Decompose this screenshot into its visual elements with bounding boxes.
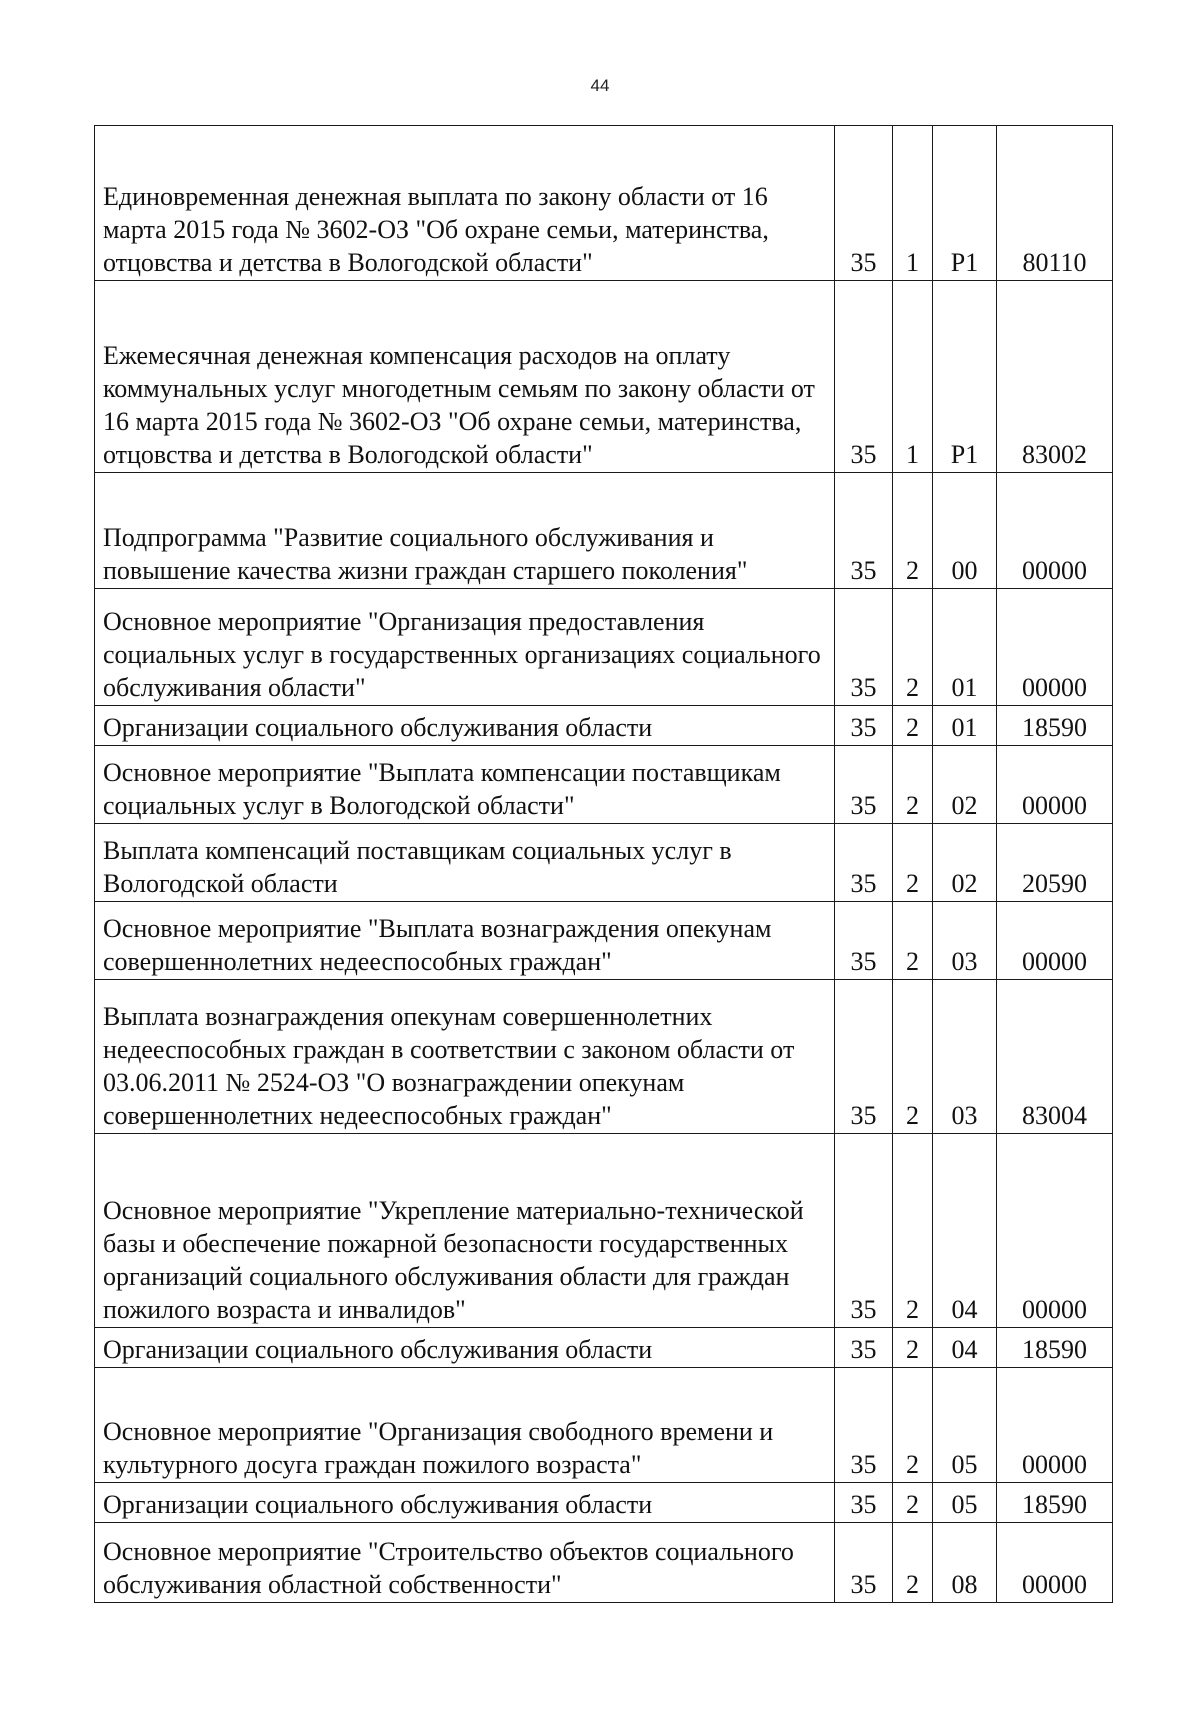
code-cell-3: 02 <box>933 824 997 902</box>
code-cell-3: 00 <box>933 473 997 589</box>
row-name: Основное мероприятие "Выплата компенсации поставщикам социальных услуг в Вологодской области" <box>103 758 781 820</box>
code-cell-4: 18590 <box>997 1328 1113 1368</box>
row-name: Организации социального обслуживания области <box>103 1490 653 1519</box>
code-cell-1: 35 <box>835 1483 893 1523</box>
code-cell-3: 08 <box>933 1523 997 1603</box>
code-cell-1: 35 <box>835 473 893 589</box>
code-cell-1: 35 <box>835 980 893 1134</box>
row-name: Подпрограмма "Развитие социального обслуживания и повышение качества жизни граждан старшего поколения" <box>103 523 748 585</box>
code-cell-2: 2 <box>893 706 933 746</box>
row-name-cell <box>95 1483 835 1523</box>
row-name-cell <box>95 473 835 589</box>
row-name-cell <box>95 1328 835 1368</box>
row-name: Основное мероприятие "Организация предоставления социальных услуг в государственных организациях социального обслуживания области" <box>103 607 821 702</box>
row-name: Организации социального обслуживания области <box>103 1335 653 1364</box>
row-name-cell <box>95 980 835 1134</box>
row-name-cell <box>95 281 835 473</box>
row-name-cell <box>95 706 835 746</box>
code-cell-4: 83002 <box>997 281 1113 473</box>
code-cell-4: 18590 <box>997 706 1113 746</box>
table-row <box>95 1368 1113 1483</box>
code-cell-4: 00000 <box>997 473 1113 589</box>
row-name-cell <box>95 1368 835 1483</box>
table-row <box>95 473 1113 589</box>
code-cell-1: 35 <box>835 706 893 746</box>
code-cell-3: 04 <box>933 1328 997 1368</box>
code-cell-2: 2 <box>893 824 933 902</box>
table-row <box>95 706 1113 746</box>
row-name: Ежемесячная денежная компенсация расходов на оплату коммунальных услуг многодетным семьям по закону области от 16 марта 2015 года № 3602-ОЗ "Об охране семьи, материнства, отцовства и детства в Вологодской области" <box>103 341 815 469</box>
code-cell-1: 35 <box>835 1523 893 1603</box>
code-cell-1: 35 <box>835 1328 893 1368</box>
code-cell-2: 2 <box>893 746 933 824</box>
table-row <box>95 746 1113 824</box>
code-cell-2: 2 <box>893 589 933 706</box>
code-cell-4: 00000 <box>997 746 1113 824</box>
row-name-cell <box>95 589 835 706</box>
code-cell-2: 2 <box>893 1523 933 1603</box>
table-row <box>95 589 1113 706</box>
code-cell-4: 20590 <box>997 824 1113 902</box>
code-cell-3: Р1 <box>933 281 997 473</box>
code-cell-3: Р1 <box>933 126 997 281</box>
code-cell-1: 35 <box>835 1368 893 1483</box>
row-name-cell <box>95 1523 835 1603</box>
row-name: Основное мероприятие "Строительство объектов социального обслуживания областной собственности" <box>103 1537 794 1599</box>
row-name-cell <box>95 902 835 980</box>
table-row <box>95 126 1113 281</box>
table-row <box>95 980 1113 1134</box>
row-name: Выплата компенсаций поставщикам социальных услуг в Вологодской области <box>103 836 732 898</box>
code-cell-1: 35 <box>835 589 893 706</box>
page-number: 44 <box>590 76 610 95</box>
code-cell-2: 2 <box>893 473 933 589</box>
code-cell-3: 05 <box>933 1483 997 1523</box>
row-name: Основное мероприятие "Выплата вознаграждения опекунам совершеннолетних недееспособных граждан" <box>103 914 772 976</box>
code-cell-4: 18590 <box>997 1483 1113 1523</box>
code-cell-1: 35 <box>835 126 893 281</box>
row-name: Единовременная денежная выплата по закону области от 16 марта 2015 года № 3602-ОЗ "Об охране семьи, материнства, отцовства и детства в Вологодской области" <box>103 182 769 277</box>
code-cell-4: 00000 <box>997 1523 1113 1603</box>
code-cell-1: 35 <box>835 902 893 980</box>
code-cell-4: 00000 <box>997 902 1113 980</box>
row-name: Выплата вознаграждения опекунам совершеннолетних недееспособных граждан в соответствии с законом области от 03.06.2011 № 2524-ОЗ "О вознаграждении опекунам совершеннолетних недееспособных граждан" <box>103 1002 795 1130</box>
code-cell-4: 00000 <box>997 1368 1113 1483</box>
code-cell-4: 83004 <box>997 980 1113 1134</box>
code-cell-3: 01 <box>933 589 997 706</box>
code-cell-4: 00000 <box>997 1134 1113 1328</box>
code-cell-2: 1 <box>893 281 933 473</box>
code-cell-1: 35 <box>835 1134 893 1328</box>
code-cell-2: 2 <box>893 1134 933 1328</box>
table-row <box>95 1328 1113 1368</box>
code-cell-4: 00000 <box>997 589 1113 706</box>
table-row <box>95 1483 1113 1523</box>
row-name-cell <box>95 126 835 281</box>
table-row <box>95 1523 1113 1603</box>
code-cell-2: 1 <box>893 126 933 281</box>
code-cell-1: 35 <box>835 746 893 824</box>
code-cell-3: 02 <box>933 746 997 824</box>
row-name-cell <box>95 1134 835 1328</box>
code-cell-2: 2 <box>893 1483 933 1523</box>
row-name: Основное мероприятие "Укрепление материально-технической базы и обеспечение пожарной безопасности государственных организаций социального обслуживания области для граждан пожилого возраста и инвалидов" <box>103 1196 804 1324</box>
code-cell-2: 2 <box>893 980 933 1134</box>
code-cell-2: 2 <box>893 1328 933 1368</box>
table-row <box>95 902 1113 980</box>
row-name-cell <box>95 746 835 824</box>
budget-table <box>94 125 1113 1603</box>
table-row <box>95 281 1113 473</box>
code-cell-3: 03 <box>933 902 997 980</box>
code-cell-2: 2 <box>893 1368 933 1483</box>
code-cell-1: 35 <box>835 281 893 473</box>
row-name: Организации социального обслуживания области <box>103 713 653 742</box>
row-name: Основное мероприятие "Организация свободного времени и культурного досуга граждан пожилого возраста" <box>103 1417 774 1479</box>
code-cell-3: 04 <box>933 1134 997 1328</box>
code-cell-3: 01 <box>933 706 997 746</box>
code-cell-3: 05 <box>933 1368 997 1483</box>
code-cell-2: 2 <box>893 902 933 980</box>
code-cell-1: 35 <box>835 824 893 902</box>
row-name-cell <box>95 824 835 902</box>
code-cell-3: 03 <box>933 980 997 1134</box>
table-row <box>95 824 1113 902</box>
table-row <box>95 1134 1113 1328</box>
code-cell-4: 80110 <box>997 126 1113 281</box>
